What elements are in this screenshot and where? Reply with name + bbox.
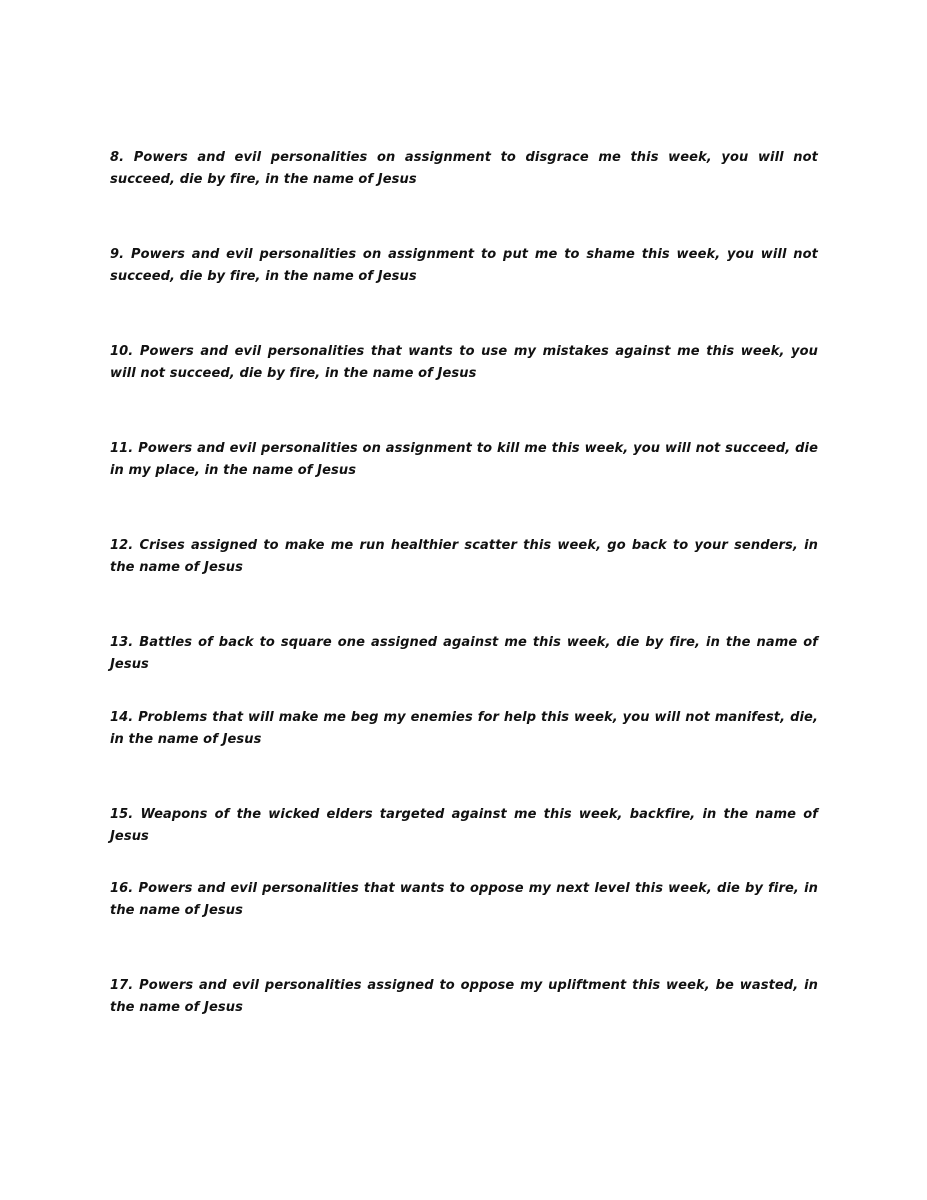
prayer-item-14: 14. Problems that will make me beg my enemies for help this week, you will not manifest, die, in the name of Jesus bbox=[110, 710, 818, 747]
prayer-item-8: 8. Powers and evil personalities on assignment to disgrace me this week, you will not succeed, die by fire, in the name of Jesus bbox=[110, 150, 818, 187]
prayer-item-10: 10. Powers and evil personalities that wants to use my mistakes against me this week, you will not succeed, die by fire, in the name of Jesus bbox=[110, 344, 818, 381]
prayer-item-12: 12. Crises assigned to make me run healthier scatter this week, go back to your senders, in the name of Jesus bbox=[110, 538, 818, 575]
prayer-item-13: 13. Battles of back to square one assigned against me this week, die by fire, in the name of Jesus bbox=[110, 635, 818, 672]
prayer-item-16: 16. Powers and evil personalities that wants to oppose my next level this week, die by fire, in the name of Jesus bbox=[110, 881, 818, 918]
prayer-item-15: 15. Weapons of the wicked elders targeted against me this week, backfire, in the name of Jesus bbox=[110, 807, 818, 844]
prayer-item-17: 17. Powers and evil personalities assigned to oppose my upliftment this week, be wasted, in the name of Jesus bbox=[110, 978, 818, 1015]
prayer-item-11: 11. Powers and evil personalities on assignment to kill me this week, you will not succeed, die in my place, in the name of Jesus bbox=[110, 441, 818, 478]
prayer-item-9: 9. Powers and evil personalities on assignment to put me to shame this week, you will not succeed, die by fire, in the name of Jesus bbox=[110, 247, 818, 284]
